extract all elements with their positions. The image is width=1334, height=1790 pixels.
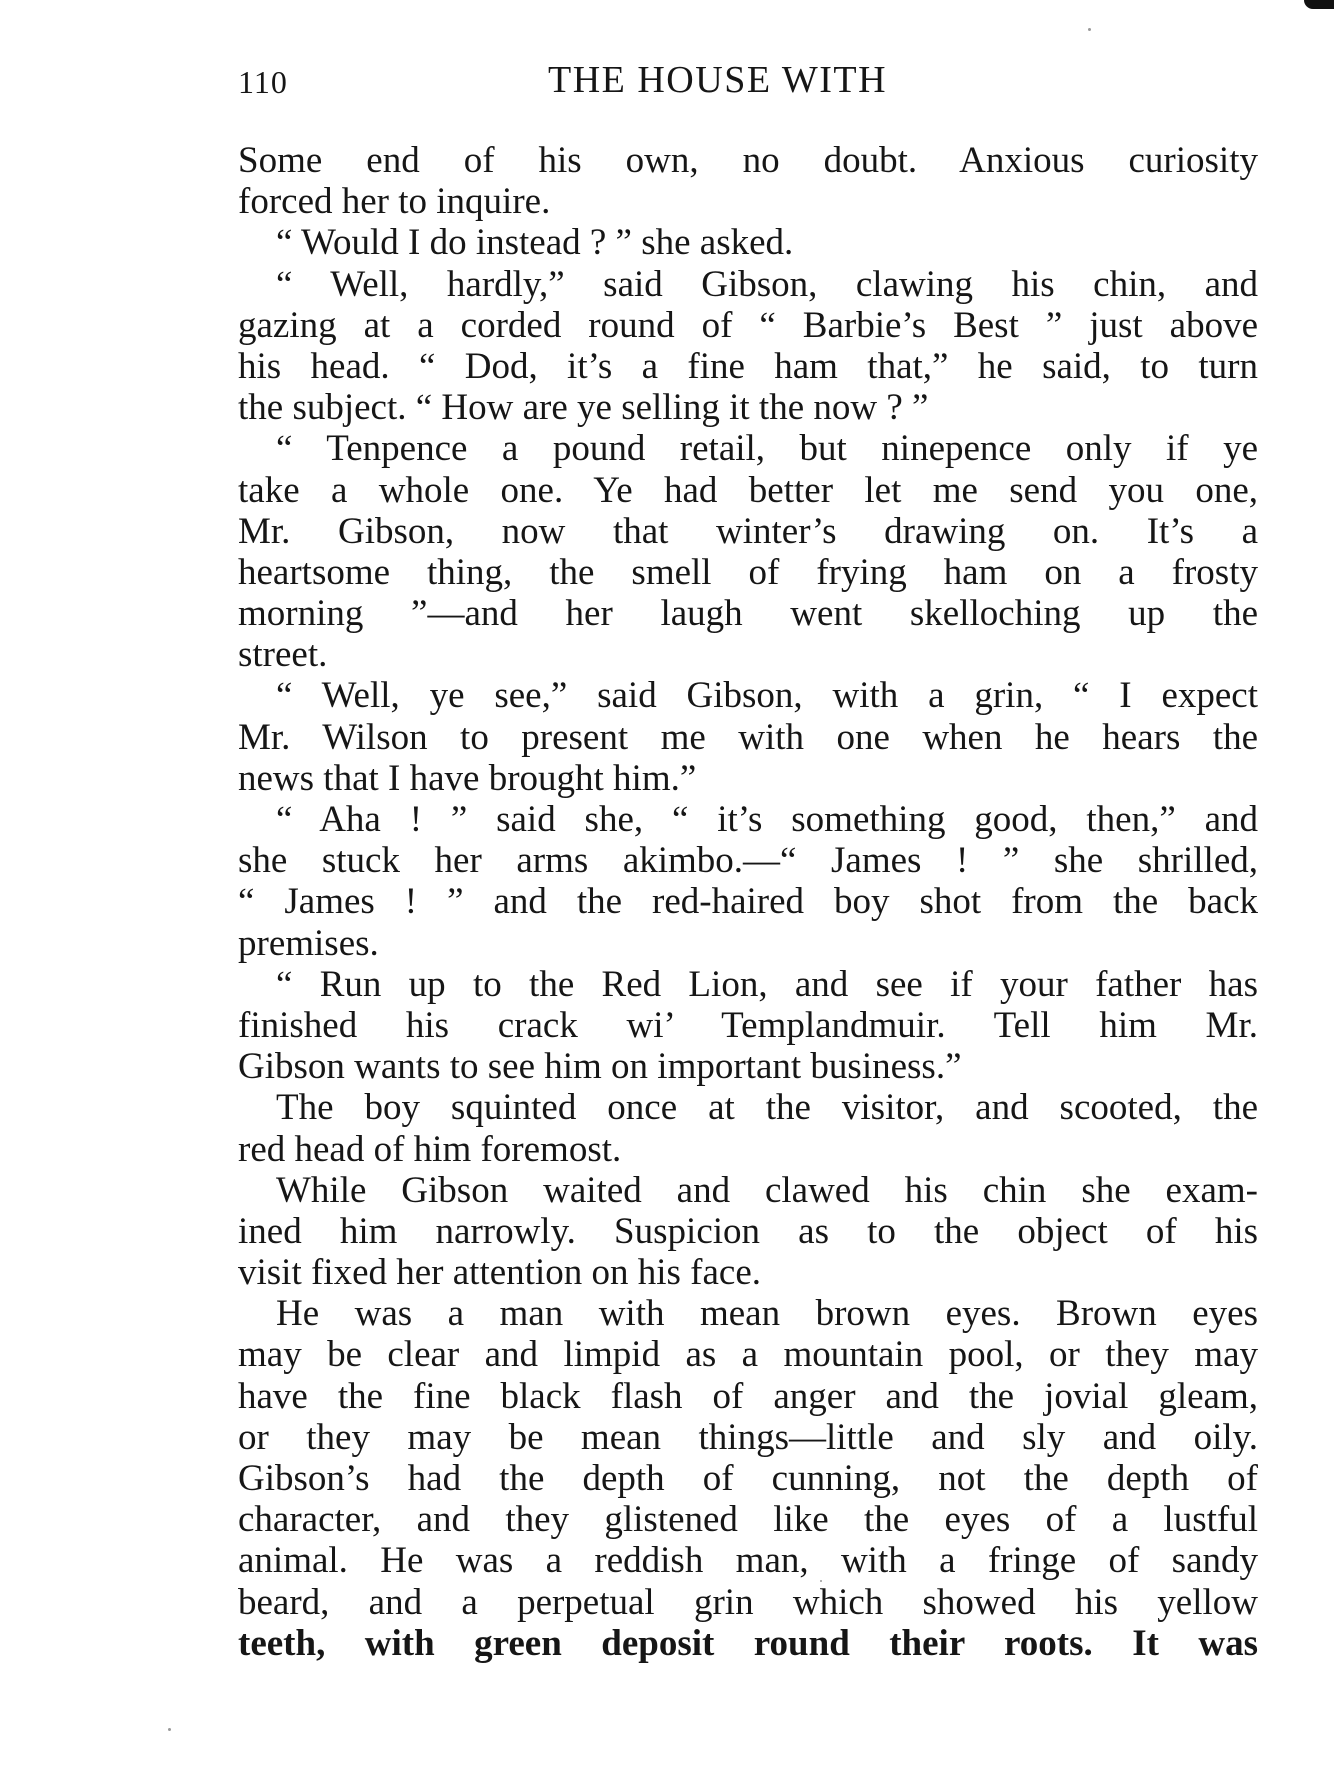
running-head xyxy=(238,58,1258,108)
scan-speck xyxy=(168,1728,171,1731)
text-line: she stuck her arms akimbo.—“ James ! ” she shrilled, xyxy=(238,840,1258,882)
text-line: ined him narrowly. Suspicion as to the object of his xyxy=(238,1210,1258,1252)
text-line: premises. xyxy=(238,922,379,964)
text-line: take a whole one. Ye had better let me send you one, xyxy=(238,469,1258,511)
text-line: “ Well, ye see,” said Gibson, with a grin, “ I expect xyxy=(276,675,1258,717)
scan-speck xyxy=(1088,28,1091,31)
text-line: or they may be mean things—little and sly and oily. xyxy=(238,1416,1258,1458)
text-line: gazing at a corded round of “ Barbie’s Best ” just above xyxy=(238,304,1258,346)
text-line: beard, and a perpetual grin which showed his yellow xyxy=(238,1581,1258,1623)
scan-edge-mark xyxy=(1304,0,1334,9)
text-line: visit fixed her attention on his face. xyxy=(238,1252,761,1294)
text-line: may be clear and limpid as a mountain pool, or they may xyxy=(238,1334,1258,1376)
running-title: THE HOUSE WITH xyxy=(548,59,888,101)
text-line: his head. “ Dod, it’s a fine ham that,” he said, to turn xyxy=(238,345,1258,387)
text-line: “ Run up to the Red Lion, and see if your father has xyxy=(276,963,1258,1005)
text-line: red head of him foremost. xyxy=(238,1128,622,1170)
text-line: “ Would I do instead ? ” she asked. xyxy=(276,222,794,264)
text-line: The boy squinted once at the visitor, and scooted, the xyxy=(276,1087,1258,1129)
text-line: finished his crack wi’ Templandmuir. Tell him Mr. xyxy=(238,1004,1258,1046)
text-line: “ James ! ” and the red-haired boy shot from the back xyxy=(238,881,1258,923)
text-line: teeth, with green deposit round their roots. It was xyxy=(238,1622,1258,1664)
text-line: news that I have brought him.” xyxy=(238,757,697,799)
text-line: animal. He was a reddish man, with a fringe of sandy xyxy=(238,1540,1258,1582)
text-line: the subject. “ How are ye selling it the now ? ” xyxy=(238,387,929,429)
text-line: Mr. Wilson to present me with one when he hears the xyxy=(238,716,1258,758)
text-line: forced her to inquire. xyxy=(238,181,551,223)
text-line: Gibson’s had the depth of cunning, not the depth of xyxy=(238,1458,1258,1499)
text-line: character, and they glistened like the eyes of a lustful xyxy=(238,1499,1258,1541)
text-line: Gibson wants to see him on important business.” xyxy=(238,1046,962,1088)
text-line: “ Tenpence a pound retail, but ninepence only if ye xyxy=(276,428,1258,470)
text-line: Some end of his own, no doubt. Anxious curiosity xyxy=(238,140,1258,181)
text-line: heartsome thing, the smell of frying ham on a frosty xyxy=(238,551,1258,593)
text-line: street. xyxy=(238,634,328,676)
text-line: “ Well, hardly,” said Gibson, clawing his chin, and xyxy=(276,263,1258,305)
text-line: He was a man with mean brown eyes. Brown eyes xyxy=(276,1293,1258,1335)
text-line: Mr. Gibson, now that winter’s drawing on. It’s a xyxy=(238,510,1258,552)
text-line: While Gibson waited and clawed his chin she exam- xyxy=(276,1169,1258,1211)
page-number: 110 xyxy=(238,64,288,100)
text-line: “ Aha ! ” said she, “ it’s something good, then,” and xyxy=(276,799,1258,840)
text-line: have the fine black flash of anger and the jovial gleam, xyxy=(238,1375,1258,1417)
body-text xyxy=(238,140,1258,1664)
text-line: morning ”—and her laugh went skelloching up the xyxy=(238,593,1258,635)
